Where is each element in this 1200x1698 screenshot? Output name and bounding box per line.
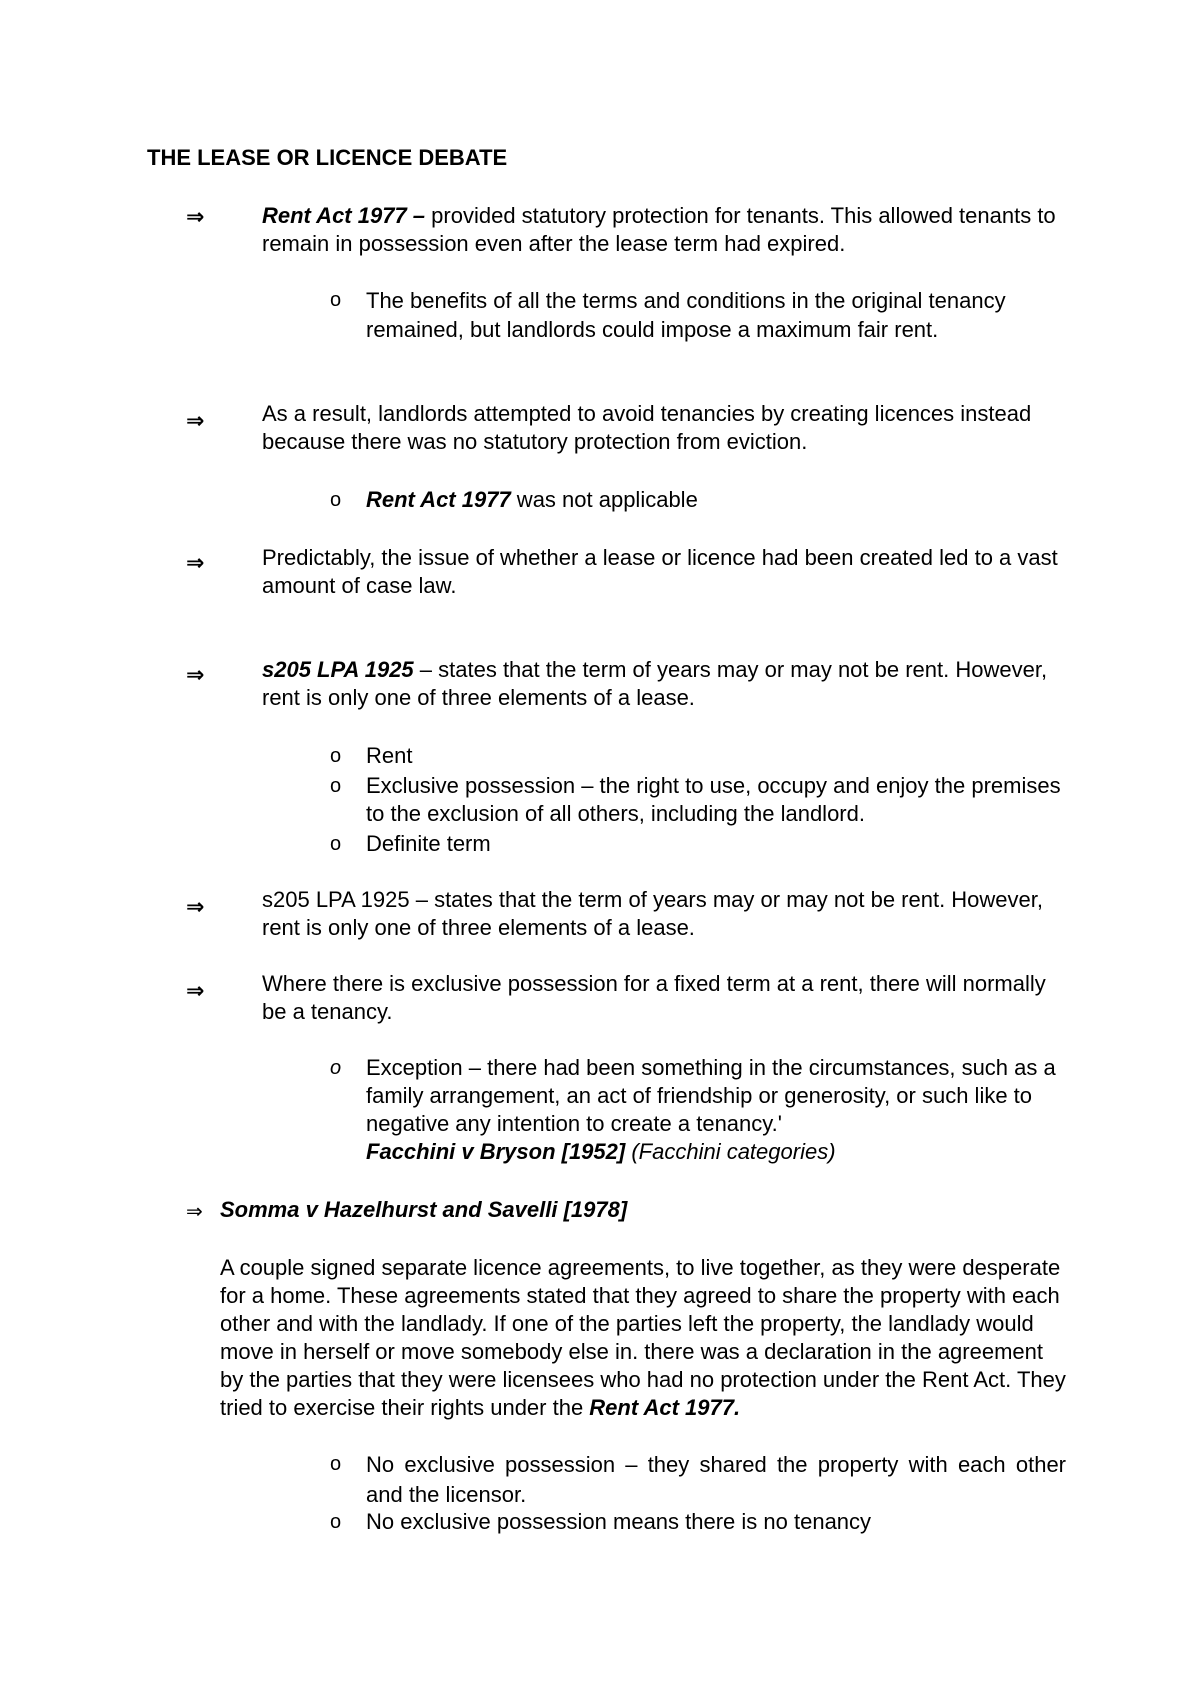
statute-ref: s205 LPA 1925 [262,657,414,682]
paragraph-text: – states that the term of years may or may not be rent. However, rent is only one of three elements of a lease. [262,657,1048,710]
sub-point [366,486,1066,514]
paragraph-exclusive-possession: Where there is exclusive possession for a fixed term at a rent, there will normally be a tenancy. [262,971,1046,1024]
case-note: (Facchini categories) [625,1139,836,1164]
arrow-bullet-icon: ⇒ [186,894,205,919]
paragraph-landlords: As a result, landlords attempted to avoid tenancies by creating licences instead because there was no statutory protection from eviction. [262,401,1032,454]
case-facts [220,1254,1070,1422]
list-item: Exclusive possession – the right to use, occupy and enjoy the premises to the exclusion of all others, including the landlord. [366,773,1061,826]
sub-point-text: was not applicable [510,487,698,512]
statute-ref: Rent Act 1977 [366,487,511,512]
list-item: Rent [366,743,413,768]
circle-bullet-icon: o [330,833,342,855]
arrow-bullet-icon: ⇒ [186,204,205,229]
sub-point-text: Exception – there had been something in the circumstances, such as a family arrangement, an act of friendship or generosity, or such like to negative any intention to create a tenancy.' [366,1055,1056,1136]
circle-bullet-icon: o [330,775,342,797]
case-citation: Facchini v Bryson [1952] [366,1139,626,1164]
page-title: THE LEASE OR LICENCE DEBATE [147,145,508,170]
circle-bullet-icon: o [330,289,342,311]
arrow-bullet-icon: ⇒ [186,662,205,687]
case-facts-text: A couple signed separate licence agreements, to live together, as they were desperate for a home. These agreements stated that they agreed to share the property with each other and with the landlady. If one of the parties left the property, the landlady would move in herself or move somebody else in. there was a declaration in the agreement by the parties that they were licensees who had no protection under the Rent Act. They tried to exercise their rights under the [220,1255,1066,1420]
arrow-bullet-icon: ⇒ [186,550,205,575]
paragraph-case-law: Predictably, the issue of whether a lease or licence had been created led to a vast amount of case law. [262,545,1058,598]
circle-bullet-icon: o [330,1057,342,1079]
case-heading: Somma v Hazelhurst and Savelli [1978] [220,1197,628,1222]
statute-ref: Rent Act 1977 – [262,203,426,228]
sub-point: The benefits of all the terms and conditions in the original tenancy remained, but landlords could impose a maximum fair rent. [366,288,1006,342]
circle-bullet-icon: o [330,745,342,767]
arrow-bullet-icon: ⇒ [186,408,205,433]
paragraph-text: provided statutory protection for tenants. This allowed tenants to remain in possession even after the lease term had expired. [262,203,1056,256]
arrow-bullet-icon: ⇒ [186,978,205,1003]
arrow-bullet-icon: ⇒ [186,1201,203,1223]
sub-point-exception [366,1054,1066,1166]
list-item: Definite term [366,831,491,856]
statute-ref: Rent Act 1977. [589,1395,741,1420]
paragraph-rent-act [262,202,1062,258]
list-item: No exclusive possession means there is no tenancy [366,1509,872,1534]
list-item: No exclusive possession – they shared the property with each other and the licensor. [366,1452,1066,1507]
paragraph-s205-repeat: s205 LPA 1925 – states that the term of years may or may not be rent. However, rent is only one of three elements of a lease. [262,887,1043,940]
circle-bullet-icon: o [330,1453,342,1475]
circle-bullet-icon: o [330,489,342,511]
circle-bullet-icon: o [330,1511,342,1533]
paragraph-s205 [262,656,1062,712]
